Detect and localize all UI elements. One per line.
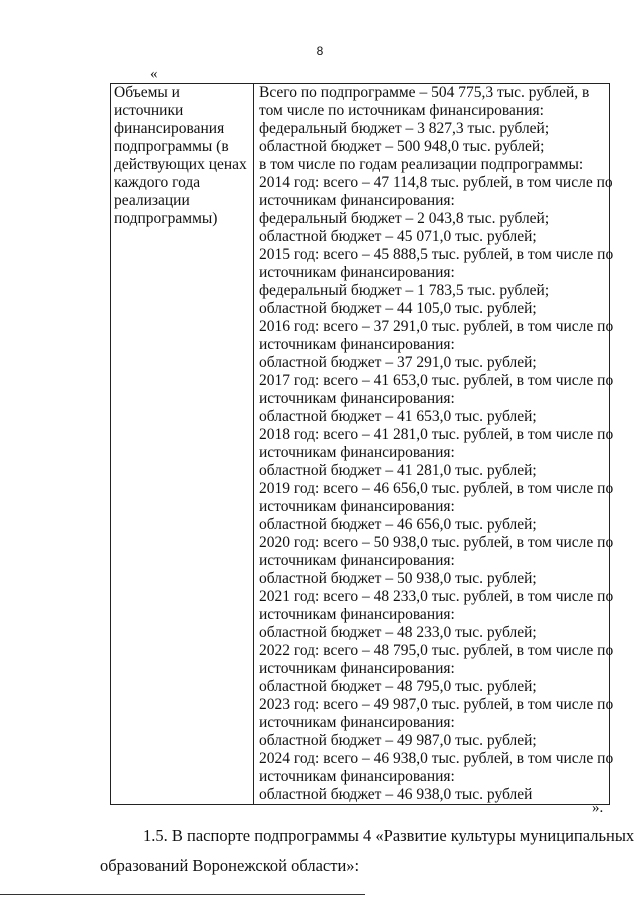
table-value-line: Всего по подпрограмме – 504 775,3 тыс. рублей, в [259, 84, 590, 101]
table-value-line: источникам финансирования: [259, 606, 455, 623]
table-value-line: 2017 год: всего – 41 653,0 тыс. рублей, в том числе по [259, 372, 614, 389]
table-label-line: реализации [114, 192, 190, 209]
table-label-line: действующих ценах [114, 156, 247, 173]
table-value-line: том числе по источникам финансирования: [259, 102, 544, 119]
table-label-line: подпрограммы) [114, 210, 218, 227]
table-value-line: областной бюджет – 44 105,0 тыс. рублей; [259, 300, 537, 317]
footer-divider [0, 894, 365, 895]
table-value-line: 2020 год: всего – 50 938,0 тыс. рублей, в том числе по [259, 534, 614, 551]
table-value-line: источникам финансирования: [259, 498, 455, 515]
subprogram-funding-table [110, 83, 614, 805]
table-value-cell [254, 84, 614, 805]
paragraph-line-1: 1.5. В паспорте подпрограммы 4 «Развитие культуры муниципальных [143, 826, 635, 845]
table-value-line: 2018 год: всего – 41 281,0 тыс. рублей, в том числе по [259, 426, 614, 443]
opening-quote-mark: « [150, 66, 158, 82]
table-value-line: 2016 год: всего – 37 291,0 тыс. рублей, в том числе по [259, 318, 614, 335]
table-value-line: областной бюджет – 37 291,0 тыс. рублей; [259, 354, 537, 371]
table-value-line: источникам финансирования: [259, 768, 455, 785]
table-label-line: подпрограммы (в [114, 138, 229, 155]
table-label-line: источники [114, 102, 184, 119]
table-value-line: источникам финансирования: [259, 444, 455, 461]
table-value-line: областной бюджет – 49 987,0 тыс. рублей; [259, 732, 537, 749]
table-value-line: областной бюджет – 500 948,0 тыс. рублей; [259, 138, 545, 155]
page-number: 8 [316, 44, 324, 58]
table-value-line: областной бюджет – 46 938,0 тыс. рублей [259, 786, 533, 803]
table-label-line: каждого года [114, 174, 201, 191]
table-value-line: федеральный бюджет – 1 783,5 тыс. рублей; [259, 282, 550, 299]
table-value-line: областной бюджет – 41 281,0 тыс. рублей; [259, 462, 537, 479]
table-value-line: источникам финансирования: [259, 390, 455, 407]
table-value-line: 2023 год: всего – 49 987,0 тыс. рублей, в том числе по [259, 696, 614, 713]
table-value-line: областной бюджет – 48 795,0 тыс. рублей; [259, 678, 537, 695]
paragraph-line-2: образований Воронежской области»: [100, 856, 360, 875]
table-value-line: источникам финансирования: [259, 336, 455, 353]
table-value-line: областной бюджет – 48 233,0 тыс. рублей; [259, 624, 537, 641]
table-value-line: источникам финансирования: [259, 552, 455, 569]
table-value-line: областной бюджет – 46 656,0 тыс. рублей; [259, 516, 537, 533]
table-value-line: источникам финансирования: [259, 714, 455, 731]
table-value-line: областной бюджет – 45 071,0 тыс. рублей; [259, 228, 537, 245]
table-label-cell [111, 84, 254, 805]
closing-quote-mark: ». [592, 800, 604, 816]
table-value-line: источникам финансирования: [259, 264, 455, 281]
table-value-line: 2021 год: всего – 48 233,0 тыс. рублей, в том числе по [259, 588, 614, 605]
table-value-line: 2019 год: всего – 46 656,0 тыс. рублей, в том числе по [259, 480, 614, 497]
table-value-line: федеральный бюджет – 2 043,8 тыс. рублей; [259, 210, 550, 227]
table-value-line: федеральный бюджет – 3 827,3 тыс. рублей; [259, 120, 550, 137]
table-label-line: Объемы и [114, 84, 180, 101]
table-value-line: в том числе по годам реализации подпрограммы: [259, 156, 584, 173]
table-value-line: источникам финансирования: [259, 660, 455, 677]
table-value-line: областной бюджет – 50 938,0 тыс. рублей; [259, 570, 537, 587]
table-value-line: источникам финансирования: [259, 192, 455, 209]
table-value-line: 2022 год: всего – 48 795,0 тыс. рублей, в том числе по [259, 642, 614, 659]
table-value-line: 2014 год: всего – 47 114,8 тыс. рублей, в том числе по [259, 174, 613, 191]
table-value-line: 2024 год: всего – 46 938,0 тыс. рублей, в том числе по [259, 750, 614, 767]
table-value-line: 2015 год: всего – 45 888,5 тыс. рублей, в том числе по [259, 246, 614, 263]
table-label-line: финансирования [114, 120, 225, 137]
table-value-line: областной бюджет – 41 653,0 тыс. рублей; [259, 408, 537, 425]
